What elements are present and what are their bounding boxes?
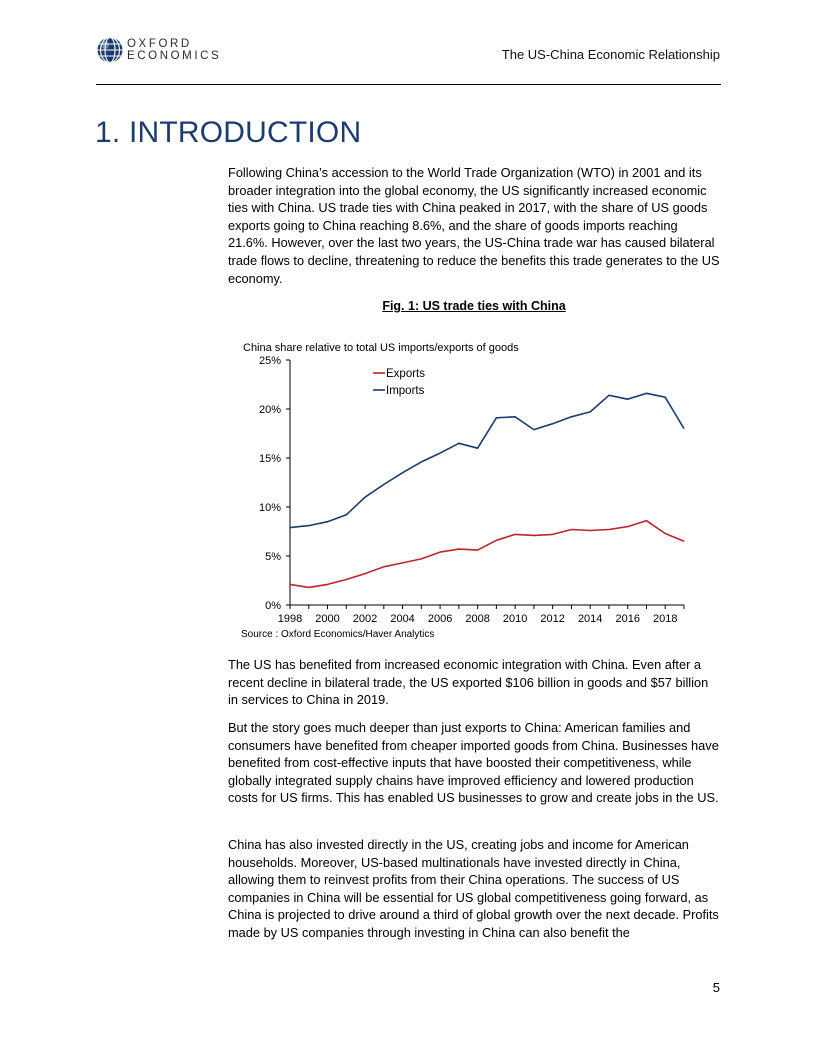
x-tick-label: 2006 [427, 613, 453, 625]
figure-caption: Fig. 1: US trade ties with China [382, 299, 566, 313]
legend-label-imports: Imports [386, 385, 425, 397]
series-line-exports [290, 521, 684, 588]
logo-text-line-1: OXFORD [127, 38, 192, 50]
paragraph-4: China has also invested directly in the US, creating jobs and income for American households. Moreover, US-based multinationals have invested directly in China, allowing them to reinvest profits from their China operations. The success of US companies in China will be essential for US global competitiveness going forward, as China is projected to drive around a third of global growth over the next decade. Profits made by US companies through investing in China can also benefit the [228, 837, 719, 940]
trade-ties-chart [236, 336, 706, 646]
series-line-imports [290, 393, 684, 527]
x-tick-label: 2008 [465, 613, 490, 625]
oxford-economics-logo [96, 36, 222, 66]
x-tick-label: 1998 [277, 613, 303, 625]
chart-title: China share relative to total US imports/exports of goods [243, 342, 519, 354]
y-tick-label: 5% [265, 551, 281, 563]
y-tick-label: 0% [265, 600, 281, 612]
x-tick-label: 2012 [540, 613, 565, 625]
document-title: The US-China Economic Relationship [501, 47, 720, 62]
x-tick-label: 2016 [615, 613, 640, 625]
y-tick-label: 25% [258, 355, 281, 367]
x-tick-label: 2014 [577, 613, 603, 625]
y-tick-label: 15% [258, 453, 281, 465]
chart-svg [236, 336, 706, 646]
globe-icon [96, 36, 124, 64]
page-number: 5 [712, 980, 720, 995]
logo-text-line-2: ECONOMICS [127, 50, 222, 62]
y-tick-label: 20% [258, 404, 281, 416]
y-tick-label: 10% [258, 502, 281, 514]
paragraph-3: But the story goes much deeper than just exports to China: American families and consumers have benefited from cheaper imported goods from China. Businesses have benefited from cost-effective inputs that have boosted their competitiveness, while globally integrated supply chains have improved efficiency and lowered production costs for US firms. This has enabled US businesses to grow and create jobs in the US. [228, 720, 719, 806]
x-tick-label: 2018 [652, 613, 678, 625]
x-tick-label: 2000 [315, 613, 340, 625]
section-heading: 1. INTRODUCTION [95, 116, 362, 149]
x-tick-label: 2010 [502, 613, 528, 625]
paragraph-2: The US has benefited from increased economic integration with China. Even after a recent decline in bilateral trade, the US exported $106 billion in goods and $57 billion in services to China in 2019. [228, 657, 709, 708]
paragraph-1: Following China’s accession to the World Trade Organization (WTO) in 2001 and its broader integration into the global economy, the US significantly increased economic ties with China. US trade ties with China peaked in 2017, with the share of US goods exports going to China reaching 8.6%, and the share of goods imports reaching 21.6%. However, over the last two years, the US-China trade war has caused bilateral trade flows to decline, threatening to reduce the benefits this trade generates to the US economy. [228, 165, 720, 286]
chart-source: Source : Oxford Economics/Haver Analytics [241, 629, 435, 640]
header-divider [96, 84, 721, 85]
legend-label-exports: Exports [386, 368, 425, 380]
x-tick-label: 2002 [352, 613, 378, 625]
x-tick-label: 2004 [390, 613, 415, 625]
